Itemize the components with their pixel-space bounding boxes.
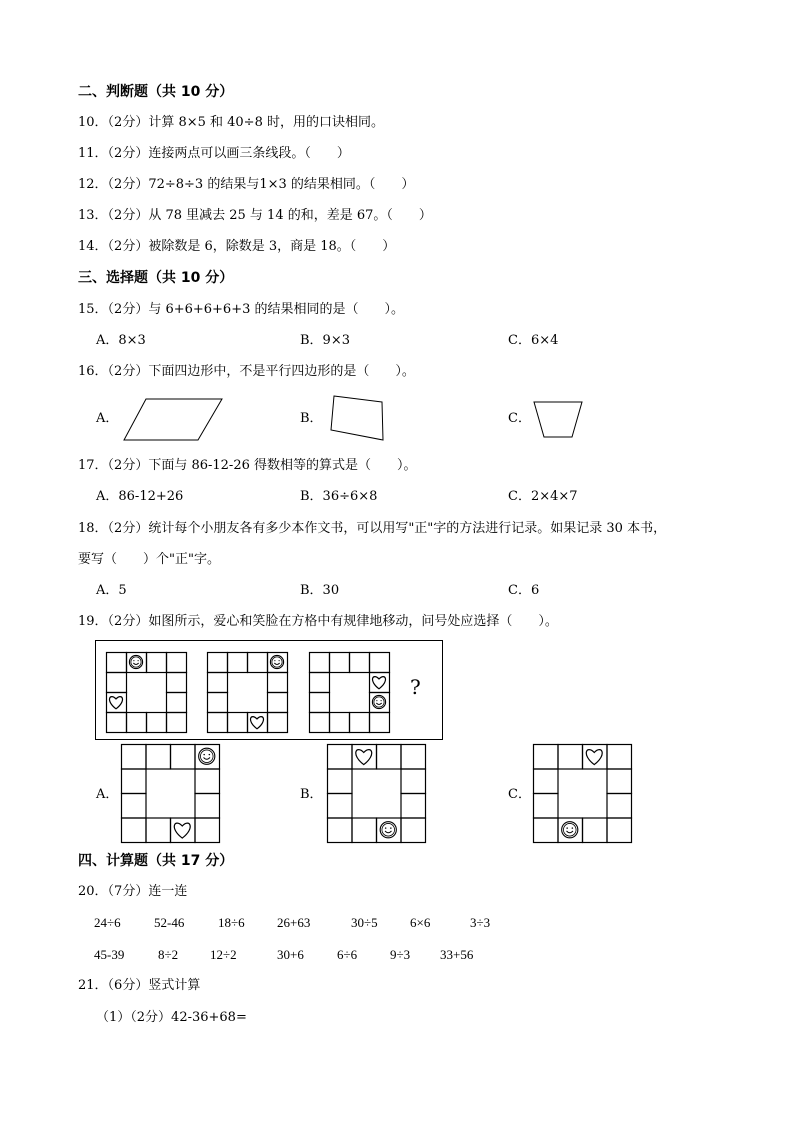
match-bottom-4[interactable]: 30+6: [277, 947, 304, 962]
smiley-face-icon: [562, 822, 578, 838]
grid-cell: [107, 673, 127, 693]
grid-cell: [195, 818, 220, 843]
grid-cell: [268, 693, 288, 713]
grid-cell: [171, 818, 196, 843]
grid-cell: [607, 794, 632, 819]
q16-option-a[interactable]: A．: [96, 411, 119, 426]
q16-option-c[interactable]: C．: [508, 411, 531, 426]
q18-option-c[interactable]: C．6: [508, 583, 540, 598]
question-19: 19．（2分）如图所示，爱心和笑脸在方格中有规律地移动，问号处应选择（ ）。: [78, 614, 558, 629]
q19-option-b[interactable]: B．: [300, 787, 323, 802]
grid-cell: [350, 713, 370, 733]
grid-cell: [147, 653, 167, 673]
grid-cell: [107, 653, 127, 673]
parallelogram-shape: [122, 395, 222, 445]
q15-option-c[interactable]: C．6×4: [508, 333, 559, 348]
match-bottom-7[interactable]: 33+56: [440, 947, 474, 962]
q18-option-a[interactable]: A．5: [96, 583, 127, 598]
smiley-face-icon: [270, 655, 283, 668]
grid-cell: [370, 713, 390, 733]
grid-cell: [350, 653, 370, 673]
q16-option-b[interactable]: B．: [300, 411, 323, 426]
match-top-4[interactable]: 26+63: [277, 915, 311, 930]
grid-cell: [122, 818, 147, 843]
smiley-face-icon: [129, 655, 142, 668]
question-15: 15．（2分）与 6+6+6+6+3 的结果相同的是（ ）。: [78, 302, 405, 317]
heart-icon: [373, 677, 386, 689]
match-bottom-2[interactable]: 8÷2: [158, 947, 179, 962]
grid-cell: [534, 745, 559, 770]
grid-cell: [607, 745, 632, 770]
match-bottom-5[interactable]: 6÷6: [337, 947, 358, 962]
smiley-face-icon: [199, 748, 215, 764]
match-top-3[interactable]: 18÷6: [218, 915, 245, 930]
grid-cell: [534, 769, 559, 794]
q17-option-b[interactable]: B．36÷6×8: [300, 489, 378, 504]
q17-option-a[interactable]: A．86-12+26: [96, 489, 184, 504]
grid-cell: [268, 673, 288, 693]
sequence-grid-1: [106, 652, 186, 732]
option-b-grid[interactable]: [327, 744, 425, 842]
q19-option-a[interactable]: A．: [96, 787, 119, 802]
match-bottom-1[interactable]: 45-39: [94, 947, 125, 962]
grid-cell: [107, 713, 127, 733]
grid-cell: [401, 745, 426, 770]
grid-cell: [122, 745, 147, 770]
question-mark: ?: [410, 675, 421, 699]
grid-cell: [607, 769, 632, 794]
grid-cell: [401, 794, 426, 819]
grid-cell: [228, 713, 248, 733]
grid-cell: [330, 653, 350, 673]
grid-cell: [352, 818, 377, 843]
q17-option-c[interactable]: C．2×4×7: [508, 489, 578, 504]
grid-cell: [583, 818, 608, 843]
grid-cell: [122, 794, 147, 819]
q18-option-b[interactable]: B．30: [300, 583, 340, 598]
grid-cell: [248, 653, 268, 673]
question-12: 12．（2分）72÷8÷3 的结果与1×3 的结果相同。（ ）: [78, 177, 415, 192]
grid-cell: [127, 713, 147, 733]
grid-cell: [328, 794, 353, 819]
question-17: 17．（2分）下面与 86-12-26 得数相等的算式是（ ）。: [78, 458, 417, 473]
question-13: 13．（2分）从 78 里减去 25 与 14 的和，差是 67。（ ）: [78, 208, 432, 223]
grid-cell: [370, 653, 390, 673]
match-bottom-6[interactable]: 9÷3: [390, 947, 411, 962]
rectangle-tilted-shape: [328, 394, 388, 444]
sequence-grid-3: [309, 652, 389, 732]
question-16: 16．（2分）下面四边形中，不是平行四边形的是（ ）。: [78, 364, 415, 379]
grid-cell: [167, 673, 187, 693]
grid-cell: [195, 794, 220, 819]
grid-cell: [268, 713, 288, 733]
grid-cell: [171, 745, 196, 770]
grid-cell: [147, 713, 167, 733]
question-20: 20．（7分）连一连: [78, 884, 188, 899]
section-heading-judge: 二、判断题（共 10 分）: [78, 84, 234, 100]
question-18-line1: 18．（2分）统计每个小朋友各有多少本作文书，可以用写"正"字的方法进行记录。如果记录 30 本书，: [78, 521, 667, 536]
grid-cell: [328, 818, 353, 843]
grid-cell: [310, 693, 330, 713]
section-heading-choice: 三、选择题（共 10 分）: [78, 270, 234, 286]
section-heading-calc: 四、计算题（共 17 分）: [78, 853, 234, 869]
grid-cell: [228, 653, 248, 673]
question-18-line2: 要写（ ）个"正"字。: [78, 552, 220, 567]
grid-cell: [534, 818, 559, 843]
grid-cell: [401, 769, 426, 794]
grid-cell: [208, 693, 228, 713]
grid-cell: [607, 818, 632, 843]
grid-cell: [377, 745, 402, 770]
grid-cell: [310, 713, 330, 733]
question-10: 10．（2分）计算 8×5 和 40÷8 时，用的口诀相同。: [78, 115, 384, 130]
grid-cell: [208, 713, 228, 733]
trapezoid-shape: [532, 400, 592, 440]
match-bottom-3[interactable]: 12÷2: [210, 947, 237, 962]
grid-cell: [534, 794, 559, 819]
option-c-grid[interactable]: [533, 744, 631, 842]
smiley-face-icon: [380, 822, 396, 838]
question-21-sub1: （1）（2分）42-36+68=: [96, 1010, 247, 1025]
sequence-grid-2: [207, 652, 287, 732]
grid-cell: [330, 713, 350, 733]
match-top-2[interactable]: 52-46: [154, 915, 185, 930]
grid-cell: [167, 713, 187, 733]
grid-cell: [167, 693, 187, 713]
match-top-7[interactable]: 3÷3: [470, 915, 491, 930]
q19-option-c[interactable]: C．: [508, 787, 531, 802]
grid-cell: [558, 745, 583, 770]
grid-cell: [167, 653, 187, 673]
grid-cell: [208, 673, 228, 693]
grid-cell: [328, 745, 353, 770]
heart-icon: [174, 823, 190, 838]
grid-cell: [122, 769, 147, 794]
q15-option-b[interactable]: B．9×3: [300, 333, 350, 348]
question-11: 11．（2分）连接两点可以画三条线段。（ ）: [78, 146, 350, 161]
grid-cell: [328, 769, 353, 794]
question-14: 14．（2分）被除数是 6，除数是 3，商是 18。（ ）: [78, 239, 396, 254]
match-top-5[interactable]: 30÷5: [351, 915, 378, 930]
question-21: 21．（6分）竖式计算: [78, 978, 201, 993]
heart-icon: [110, 697, 123, 709]
smiley-face-icon: [372, 695, 385, 708]
match-top-6[interactable]: 6×6: [410, 915, 431, 930]
heart-icon: [251, 717, 264, 729]
grid-cell: [195, 769, 220, 794]
option-a-grid[interactable]: [121, 744, 219, 842]
heart-icon: [356, 750, 372, 765]
match-top-1[interactable]: 24÷6: [94, 915, 121, 930]
grid-cell: [146, 818, 171, 843]
heart-icon: [586, 750, 602, 765]
grid-cell: [401, 818, 426, 843]
grid-cell: [208, 653, 228, 673]
grid-cell: [310, 673, 330, 693]
grid-cell: [310, 653, 330, 673]
grid-cell: [352, 745, 377, 770]
grid-cell: [583, 745, 608, 770]
q15-option-a[interactable]: A．8×3: [96, 333, 146, 348]
grid-cell: [146, 745, 171, 770]
